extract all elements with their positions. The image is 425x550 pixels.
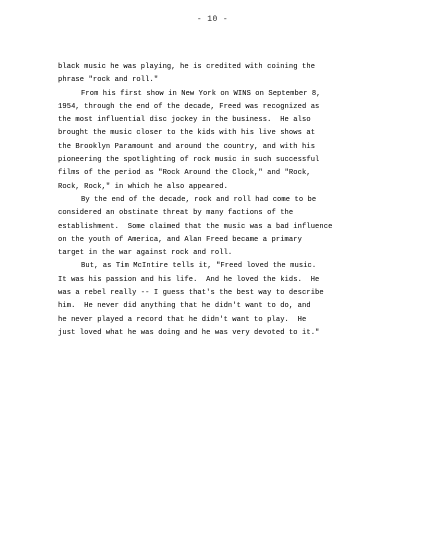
text-line: It was his passion and his life. And he loved the kids. He bbox=[58, 275, 320, 284]
paragraph-3 bbox=[58, 194, 388, 260]
text-line: considered an obstinate threat by many factions of the bbox=[58, 209, 294, 218]
text-line: phrase "rock and roll." bbox=[58, 76, 159, 85]
text-line: black music he was playing, he is credited with coining the bbox=[58, 63, 316, 71]
text-line: the most influential disc jockey in the business. He also bbox=[58, 116, 311, 125]
text-line: 1954, through the end of the decade, Freed was recognized as bbox=[58, 102, 320, 111]
text-line: brought the music closer to the kids with his live shows at bbox=[58, 129, 316, 138]
text-line: From his first show in New York on WINS on September 8, bbox=[81, 89, 321, 98]
text-line: But, as Tim McIntire tells it, "Freed loved the music. bbox=[81, 262, 317, 271]
text-line: By the end of the decade, rock and roll had come to be bbox=[81, 195, 317, 204]
text-line: the Brooklyn Paramount and around the country, and with his bbox=[58, 142, 316, 151]
text-line: him. He never did anything that he didn't want to do, and bbox=[58, 302, 311, 311]
text-line: pioneering the spotlighting of rock music in such successful bbox=[58, 156, 320, 165]
text-line: he never played a record that he didn't want to play. He bbox=[58, 315, 307, 324]
text-line: Rock, Rock," in which he also appeared. bbox=[58, 182, 228, 191]
paragraph-4 bbox=[58, 260, 388, 340]
text-line: films of the period as "Rock Around the Clock," and "Rock, bbox=[58, 169, 311, 178]
text-line: was a rebel really -- I guess that's the best way to describe bbox=[58, 289, 324, 298]
body-text bbox=[58, 61, 388, 340]
text-line: establishment. Some claimed that the music was a bad influence bbox=[58, 222, 333, 231]
text-line: on the youth of America, and Alan Freed became a primary bbox=[58, 235, 302, 244]
page-number: - 10 - bbox=[196, 15, 229, 24]
text-line: just loved what he was doing and he was very devoted to it." bbox=[58, 328, 320, 337]
paragraph-1 bbox=[58, 61, 388, 88]
text-line: target in the war against rock and roll. bbox=[58, 249, 233, 258]
paragraph-2 bbox=[58, 88, 388, 194]
